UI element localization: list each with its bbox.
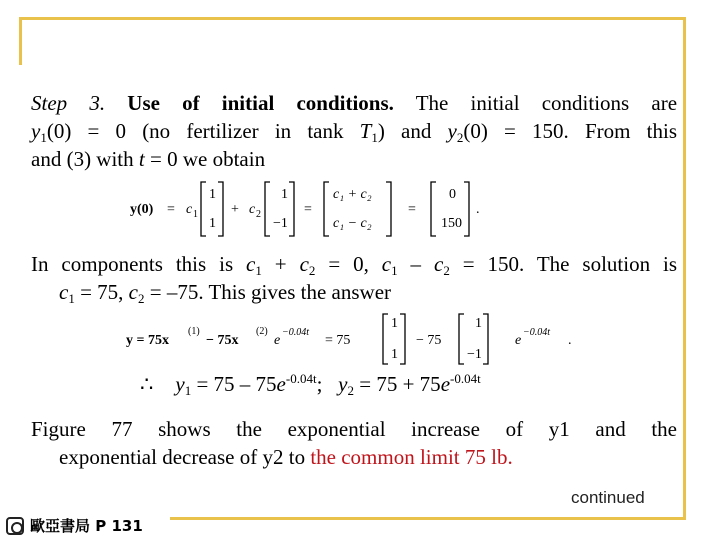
paragraph-line [31, 89, 677, 117]
eq2-vec-a-0: 1 [391, 316, 398, 331]
step-title: Use of initial conditions. [127, 91, 394, 115]
eq1-equals-3: = [408, 202, 416, 217]
eq1-equals: = [167, 202, 175, 217]
eq1-c2-sub: 2 [256, 209, 261, 220]
paragraph-initial-conditions [31, 89, 677, 173]
answer-y1-exp: -0.04t [285, 371, 317, 386]
frame-bottom-border [170, 517, 686, 520]
text-span: = 0, [315, 252, 382, 276]
eq2-period: . [568, 333, 572, 348]
eq1-c2: c [249, 202, 256, 217]
eq2-sup1: (1) [188, 326, 200, 337]
eq2-vec-a-1: 1 [391, 347, 398, 362]
frame-top-border [20, 17, 686, 20]
paragraph-line: $y_1(0) = 0$ (no fertilizer in tank $T_1$) and $y_2(0) = 150$. From this [31, 119, 677, 145]
footer [6, 515, 143, 536]
answer-y1: = 75 – 75 [191, 372, 277, 396]
paragraph-line: and (3) with t = 0 we obtain [31, 147, 266, 171]
page-number: P 131 [95, 517, 143, 535]
eq2-lhs: y = 75x [126, 333, 169, 348]
eq1-c1-sub: 1 [193, 209, 198, 220]
eq2-exp-pow-2: −0.04t [523, 327, 551, 338]
eq2-vec-b-0: 1 [475, 316, 482, 331]
eq2-eq75: = 75 [325, 333, 351, 348]
text-span: = 150. The solution is [449, 252, 678, 276]
eq1-vec-d-1: 150 [441, 216, 462, 231]
eq1-vec-b-0: 1 [281, 187, 288, 202]
eq1-vec-c-0: c₁ + c₂ [333, 187, 372, 202]
eq1-period: . [476, 202, 480, 217]
answer-y2: = 75 + 75 [354, 372, 441, 396]
step-label: Step 3. [31, 91, 106, 115]
equation-solution-svg [126, 311, 586, 367]
eq2-sup2: (2) [256, 326, 268, 337]
text-span: (0) = 0 (no fertilizer in tank [46, 119, 360, 143]
eq1-vec-a-0: 1 [209, 187, 216, 202]
paragraph-line: In components this is $c_1 + c_2 = 0$, $c_1 - c_2 = 150$. The solution is [31, 252, 678, 278]
equation-initial-vector [130, 178, 550, 240]
text-span: = 75, [74, 280, 129, 304]
footer-publisher [30, 515, 143, 536]
text-span: = –75. This gives the answer [144, 280, 392, 304]
eq1-equals-2: = [304, 202, 312, 217]
publisher-logo-icon [6, 517, 24, 535]
eq1-vec-d-0: 0 [449, 187, 456, 202]
eq2-mid: − 75x [206, 333, 239, 348]
frame-right-border [683, 17, 686, 520]
text-span: exponential decrease of y2 to [59, 445, 311, 469]
continued-label: continued [571, 488, 645, 507]
text-span: = 0 we obtain [144, 147, 266, 171]
text-span: (0) = 150. From this [463, 119, 677, 143]
therefore-symbol: ∴ [140, 372, 154, 396]
highlighted-limit-text: the common limit 75 lb. [310, 445, 513, 469]
equation-initial-vector-svg [130, 178, 550, 240]
eq2-minus75: − 75 [416, 333, 442, 348]
paragraph-line: $c_1 = 75$, $c_2 = -75$. This gives the answer [59, 280, 392, 306]
paragraph-line [31, 443, 677, 471]
text-span: In components this is [31, 252, 247, 276]
eq1-vec-a-1: 1 [209, 216, 216, 231]
paragraph-figure-description [31, 415, 677, 471]
eq2-exp-2: e [515, 333, 522, 348]
text-span: The initial conditions are [393, 91, 678, 115]
eq1-vec-b-1: −1 [273, 216, 288, 231]
eq2-exp-pow: −0.04t [282, 327, 310, 338]
eq1-lhs: y(0) [130, 202, 154, 217]
paragraph-line: Figure 77 shows the exponential increase of y1 and the [31, 417, 677, 441]
publisher-name: 歐亞書局 [30, 517, 91, 535]
eq1-plus: + [231, 202, 239, 217]
text-span: and (3) with [31, 147, 139, 171]
answer-y2-exp: -0.04t [450, 371, 481, 386]
paragraph-components [31, 250, 677, 306]
equation-solution [126, 311, 586, 367]
eq2-exp: e [274, 333, 281, 348]
frame-left-border [19, 17, 22, 65]
text-span: ) and [377, 119, 448, 143]
eq1-c1: c [186, 202, 193, 217]
eq1-vec-c-1: c₁ − c₂ [333, 216, 372, 231]
answer-line: ∴ $y_1 = 75 - 75e^{-0.04t}$; $y_2 = 75 + 75e^{-0.04t}$ [140, 371, 481, 398]
eq2-vec-b-1: −1 [467, 347, 482, 362]
